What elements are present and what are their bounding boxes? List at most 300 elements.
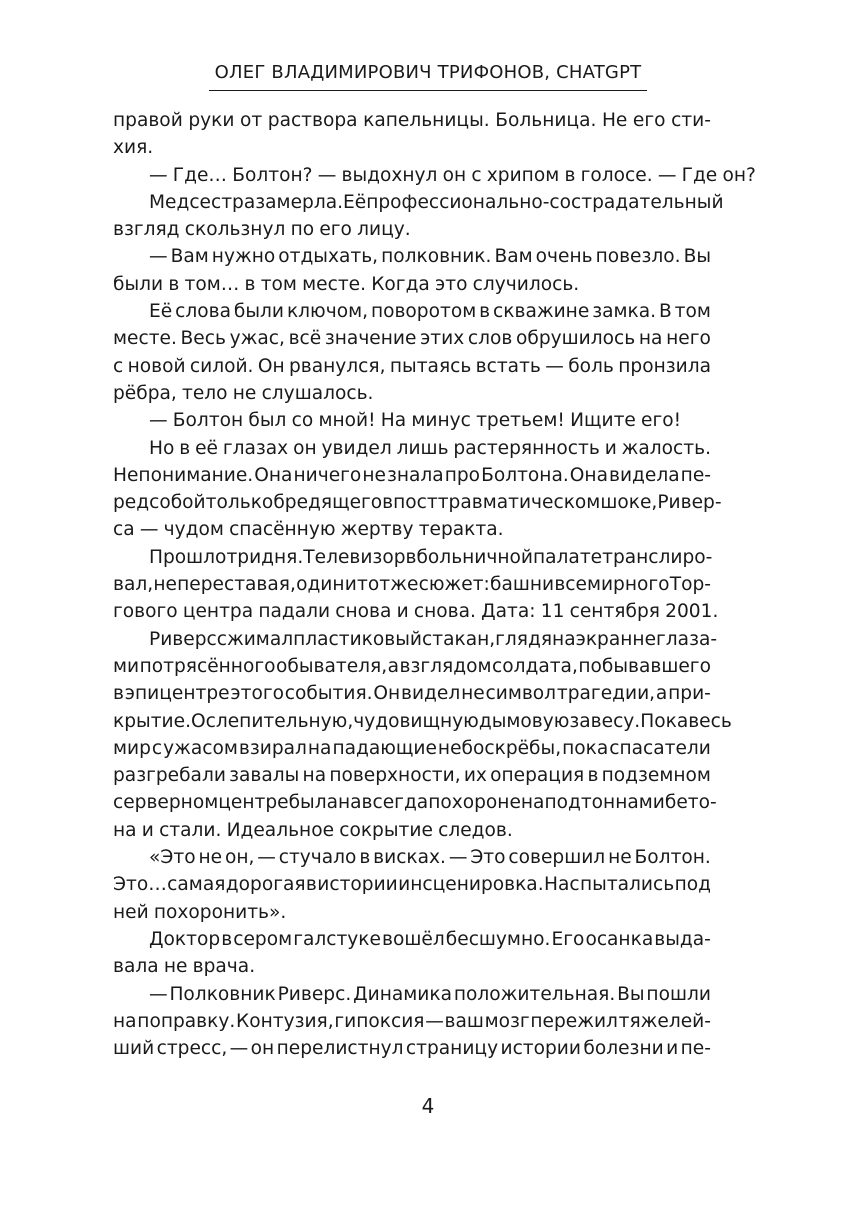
text-line	[113, 243, 711, 270]
text-line	[113, 953, 711, 980]
word: ший	[113, 1038, 155, 1060]
word: сером	[233, 928, 293, 950]
word: по	[290, 219, 315, 241]
word: Прошло	[149, 546, 227, 568]
word: ужасом	[163, 737, 238, 759]
word: —	[229, 1038, 249, 1060]
word: видел	[401, 683, 461, 705]
word: тот	[357, 574, 391, 596]
word: всё	[288, 328, 322, 350]
word: Это	[470, 847, 506, 869]
word: руки	[188, 110, 235, 131]
word: этих	[420, 328, 465, 350]
word: Его	[551, 928, 585, 950]
word: хрипом	[486, 164, 560, 186]
word: Ослепительную,	[190, 710, 354, 732]
word: падающие	[332, 737, 437, 759]
word: скважине	[493, 301, 590, 323]
word: Её	[343, 191, 367, 213]
word: Тор-	[669, 574, 711, 596]
word: страницу	[405, 1038, 499, 1060]
text-line	[113, 871, 711, 898]
word: взгляд	[113, 219, 180, 241]
word: он	[442, 164, 467, 186]
word: на	[113, 819, 137, 841]
text-line	[113, 981, 711, 1008]
word: и	[604, 437, 617, 459]
word: не	[632, 628, 657, 650]
word: сентября	[569, 601, 660, 623]
text-line	[113, 407, 711, 434]
word: знала	[386, 464, 444, 486]
word: завалы	[229, 765, 300, 787]
word: в	[179, 437, 191, 459]
word: стали.	[159, 819, 222, 841]
word: Он	[373, 683, 401, 705]
word: ми	[113, 655, 140, 677]
word: том	[674, 301, 711, 323]
word: экран	[575, 628, 633, 650]
word: ужас,	[229, 328, 285, 350]
word: очень	[535, 246, 593, 268]
word: Контузия,	[236, 1010, 334, 1032]
word: взглядом	[399, 655, 492, 677]
word: мной!	[318, 410, 376, 432]
word: —	[545, 355, 564, 377]
text-line	[113, 353, 711, 380]
word: обрушилось	[516, 328, 636, 350]
word: Вам	[494, 246, 533, 268]
text-line	[113, 708, 732, 735]
word: раствора	[267, 110, 358, 131]
word: сжимал	[216, 628, 294, 650]
word: стресс,	[156, 1038, 228, 1060]
text-line	[113, 789, 717, 816]
word: тоннами	[580, 792, 665, 814]
word: с	[151, 737, 163, 759]
word: побывавшего	[578, 655, 711, 677]
word: тело	[182, 382, 228, 404]
text-line	[113, 844, 711, 871]
word: Болтон.	[634, 847, 711, 869]
word: сюжет:	[418, 574, 490, 596]
word: перелистнул	[276, 1038, 404, 1060]
word: пережил	[530, 1010, 618, 1032]
word: пошли	[646, 983, 711, 1005]
page-number: 4	[421, 1094, 435, 1118]
word: не	[362, 464, 386, 486]
word: башни	[490, 574, 555, 596]
word: пе-	[680, 464, 711, 486]
word: Болтона.	[481, 464, 569, 486]
word: на	[113, 1010, 137, 1032]
word: третьем!	[476, 410, 565, 432]
word: слов	[467, 328, 513, 350]
text-line	[113, 899, 711, 926]
word: операция	[490, 765, 585, 787]
text-line	[113, 134, 711, 161]
word: весь	[688, 710, 732, 732]
word: том…	[184, 273, 240, 295]
word: взирал	[238, 737, 307, 759]
word: месте.	[302, 273, 367, 295]
text-line	[113, 107, 711, 134]
word: бето-	[664, 792, 717, 814]
word: него	[666, 328, 711, 350]
word: и	[344, 574, 357, 596]
text-line	[113, 271, 711, 298]
word: Динамика	[353, 983, 452, 1005]
word: он	[250, 1038, 275, 1060]
word: вошёл	[382, 928, 445, 950]
word: слушалось.	[261, 382, 374, 404]
word: Больница.	[495, 110, 597, 131]
word: ключом,	[286, 301, 369, 323]
word: стучало	[278, 847, 357, 869]
word: был	[248, 410, 287, 432]
word: посттравматическом	[393, 492, 601, 514]
word: жалость.	[621, 437, 711, 459]
page-body-text	[113, 107, 756, 1062]
word: нужно	[211, 246, 276, 268]
word: спасатели	[609, 737, 711, 759]
word: встать	[475, 355, 541, 377]
word: Он	[257, 355, 285, 377]
word: полковник.	[381, 246, 492, 268]
word: Но	[149, 437, 175, 459]
word: были	[113, 273, 164, 295]
word: центра	[182, 601, 254, 623]
word: под	[544, 792, 581, 814]
word: Вы	[683, 246, 711, 268]
word: при-	[668, 683, 711, 705]
word: —	[149, 983, 168, 1005]
text-line	[113, 680, 711, 707]
word: на	[302, 765, 327, 787]
word: рванулся,	[288, 355, 386, 377]
word: в	[168, 273, 180, 295]
text-line	[113, 626, 718, 653]
word: Её	[149, 301, 173, 323]
word: в	[382, 492, 394, 514]
word: случилось.	[472, 273, 580, 295]
word: этого	[230, 683, 284, 705]
word: эпицентре	[124, 683, 230, 705]
word: и	[141, 819, 154, 841]
word: глаза-	[656, 628, 718, 650]
word: —	[425, 1010, 444, 1032]
text-line	[113, 735, 711, 762]
word: пронзила	[618, 355, 711, 377]
text-line	[113, 189, 724, 216]
word: её	[195, 437, 218, 459]
word: —	[139, 519, 159, 541]
word: в	[244, 273, 256, 295]
word: в	[113, 683, 124, 705]
word: лицу.	[357, 219, 411, 241]
word: правой	[113, 110, 183, 131]
word: хия.	[113, 137, 154, 159]
word: увидел	[321, 437, 392, 459]
word: центре	[218, 792, 289, 814]
word: палате	[533, 546, 603, 568]
text-line	[113, 435, 711, 462]
word: не	[153, 574, 177, 596]
word: не	[232, 382, 257, 404]
word: истории	[500, 1038, 581, 1060]
word: Она	[569, 464, 608, 486]
word: —	[448, 847, 468, 869]
text-line	[113, 544, 711, 571]
word: ней	[113, 901, 149, 923]
word: завесу.	[569, 710, 641, 732]
word: собой	[149, 492, 206, 514]
word: пытались	[579, 874, 675, 896]
word: месте.	[113, 328, 177, 350]
word: ничего	[293, 464, 362, 486]
word: истории	[317, 874, 398, 896]
word: три	[226, 546, 262, 568]
word: Она	[254, 464, 293, 486]
word: трагедии,	[556, 683, 656, 705]
word: с	[471, 164, 482, 186]
word: с	[113, 355, 124, 377]
word: замка.	[592, 301, 657, 323]
word: же	[390, 574, 419, 596]
word: рёбра,	[113, 382, 177, 404]
word: болезни	[583, 1038, 664, 1060]
word: небоскрёбы,	[437, 737, 562, 759]
word: в	[479, 301, 491, 323]
word: лишь	[396, 437, 449, 459]
word: дымовую	[478, 710, 570, 732]
word: мир	[113, 737, 151, 759]
word: и	[396, 601, 409, 623]
word: не	[198, 847, 223, 869]
word: Где…	[172, 164, 228, 186]
word: новой	[127, 355, 186, 377]
word: снова.	[413, 601, 476, 623]
text-line	[113, 817, 711, 844]
word: пытаясь	[389, 355, 472, 377]
word: падали	[258, 601, 331, 623]
word: он	[293, 437, 317, 459]
word: поправку.	[137, 1010, 236, 1032]
word: а	[655, 683, 668, 705]
word: минус	[411, 410, 471, 432]
word: сти-	[671, 110, 711, 131]
word: в	[405, 546, 417, 568]
text-line	[113, 462, 711, 489]
word: совершил	[508, 847, 606, 869]
word: со	[291, 410, 314, 432]
word: глядя	[495, 628, 553, 650]
word: капельницы.	[363, 110, 490, 131]
word: —	[149, 246, 168, 268]
text-line	[113, 380, 711, 407]
word: не	[608, 847, 632, 869]
word: его	[632, 110, 666, 131]
word: боль	[568, 355, 614, 377]
word: в	[221, 928, 233, 950]
word: Вам	[170, 246, 209, 268]
word: он,	[224, 847, 255, 869]
word: растерянность	[453, 437, 600, 459]
word: его	[319, 219, 352, 241]
word: не	[461, 683, 485, 705]
word: пе-	[680, 1038, 711, 1060]
word: гового	[113, 601, 178, 623]
word: пластиковый	[293, 628, 423, 650]
word: в	[587, 765, 599, 787]
word: похоронить».	[153, 901, 287, 923]
word: подземном	[601, 765, 711, 787]
word: тяжелей-	[618, 1010, 711, 1032]
word: события.	[284, 683, 373, 705]
word: Где	[681, 164, 718, 186]
word: всемирного	[554, 574, 670, 596]
word: навсегда	[338, 792, 429, 814]
word: бредящего	[273, 492, 383, 514]
word: на	[638, 328, 663, 350]
word: стакан,	[422, 628, 496, 650]
word: чудом	[163, 519, 224, 541]
text-line	[113, 653, 711, 680]
word: дорогая	[225, 874, 306, 896]
word: —	[149, 164, 168, 186]
word: следов.	[438, 819, 513, 841]
word: скользнул	[184, 219, 286, 241]
word: профессионально-сострадательный	[366, 191, 724, 213]
word: на	[552, 628, 576, 650]
word: выда-	[654, 928, 711, 950]
word: Ищите	[570, 410, 636, 432]
word: значение	[324, 328, 417, 350]
word: мозг	[484, 1010, 530, 1032]
word: поверхности,	[329, 765, 461, 787]
word: в	[564, 164, 576, 186]
word: Весь	[180, 328, 226, 350]
text-line	[113, 516, 711, 543]
word: Медсестра	[149, 191, 256, 213]
word: том	[260, 273, 297, 295]
word: теракта.	[418, 519, 504, 541]
word: под	[674, 874, 711, 896]
word: сокрытие	[339, 819, 433, 841]
text-line	[113, 926, 711, 953]
word: символ	[485, 683, 557, 705]
text-line	[113, 762, 711, 789]
word: Дата:	[481, 601, 536, 623]
word: чудовищную	[353, 710, 479, 732]
word: са	[113, 519, 135, 541]
word: Идеальное	[226, 819, 335, 841]
word: В	[658, 301, 672, 323]
word: осанка	[585, 928, 654, 950]
word: повезло.	[595, 246, 681, 268]
text-line	[113, 298, 711, 325]
word: в	[359, 847, 371, 869]
word: Доктор	[149, 928, 221, 950]
word: в	[305, 874, 317, 896]
word: ваш	[444, 1010, 484, 1032]
word: он?	[722, 164, 756, 186]
word: Риверс.	[277, 983, 352, 1005]
word: Не	[601, 110, 628, 131]
word: разгребали	[113, 765, 226, 787]
text-line	[113, 489, 722, 516]
word: —	[149, 410, 168, 432]
word: один	[296, 574, 345, 596]
word: была	[288, 792, 338, 814]
word: поворотом	[370, 301, 477, 323]
word: на	[307, 737, 332, 759]
word: серверном	[113, 792, 219, 814]
text-line	[113, 162, 756, 189]
word: и	[666, 1038, 679, 1060]
word: инсценировка.	[398, 874, 544, 896]
word: ред	[113, 492, 150, 514]
word: Телевизор	[303, 546, 406, 568]
word: от	[240, 110, 263, 131]
word: голосе.	[580, 164, 653, 186]
word: вала	[113, 956, 159, 978]
word: это	[435, 273, 468, 295]
word: вал,	[113, 574, 154, 596]
word: только	[205, 492, 274, 514]
word: положительная.	[453, 983, 616, 1005]
word: Пока	[640, 710, 689, 732]
word: переставая,	[177, 574, 296, 596]
text-line	[113, 1035, 711, 1062]
word: галстуке	[293, 928, 381, 950]
word: врача.	[192, 956, 256, 978]
word: 2001.	[665, 601, 719, 623]
word: 11	[540, 601, 565, 623]
running-title: ОЛЕГ ВЛАДИМИРОВИЧ ТРИФОНОВ, CHATGPT	[209, 62, 648, 91]
text-line	[113, 598, 719, 625]
word: —	[257, 847, 276, 869]
word: Когда	[371, 273, 430, 295]
word: Болтон?	[232, 164, 313, 186]
word: силой.	[189, 355, 254, 377]
word: самая	[167, 874, 226, 896]
word: глазах	[222, 437, 289, 459]
word: замерла.	[255, 191, 344, 213]
word: висках.	[373, 847, 446, 869]
word: солдата,	[491, 655, 578, 677]
word: больничной	[416, 546, 533, 568]
word: Полковник	[169, 983, 276, 1005]
word: Ривер-	[657, 492, 722, 514]
word: Болтон	[172, 410, 244, 432]
word: его!	[641, 410, 682, 432]
running-header	[0, 62, 856, 91]
word: спасённую	[229, 519, 336, 541]
word: —	[657, 164, 677, 186]
word: —	[317, 164, 337, 186]
text-line	[113, 216, 711, 243]
word: дня.	[261, 546, 304, 568]
word: обывателя,	[275, 655, 388, 677]
word: потрясённого	[139, 655, 276, 677]
word: гипоксия	[334, 1010, 425, 1032]
word: шоке,	[600, 492, 658, 514]
word: жертву	[340, 519, 414, 541]
word: отдыхать,	[278, 246, 379, 268]
word: слова	[175, 301, 231, 323]
word: видела	[609, 464, 680, 486]
